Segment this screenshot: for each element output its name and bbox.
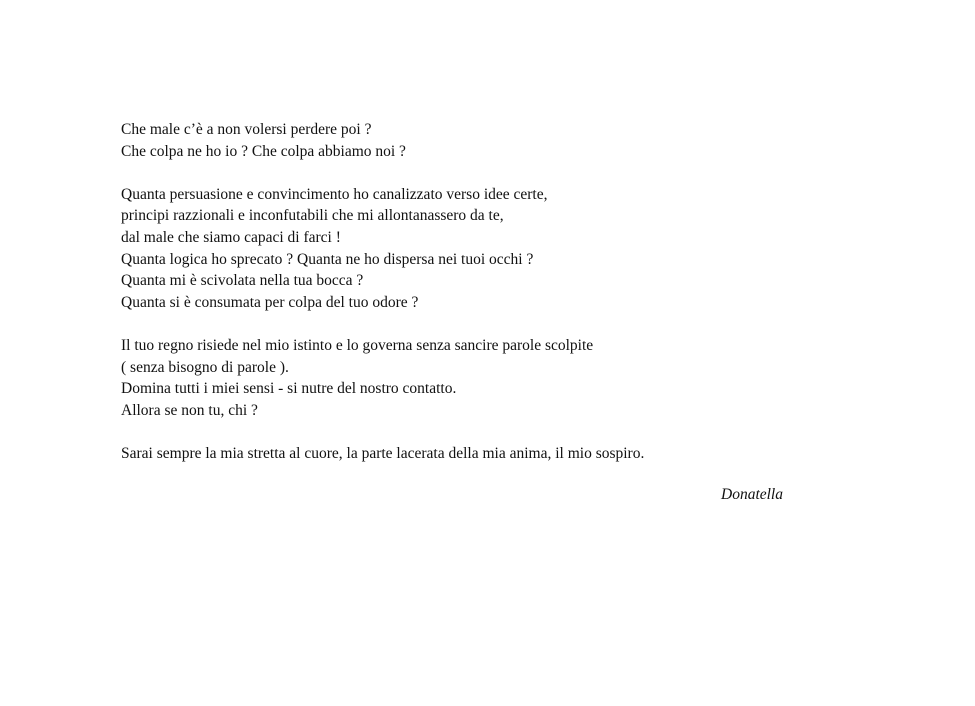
poem-body xyxy=(121,119,821,465)
poem-line: Allora se non tu, chi ? xyxy=(121,401,258,419)
poem-line: Sarai sempre la mia stretta al cuore, la parte lacerata della mia anima, il mio sospiro. xyxy=(121,444,645,462)
poem-line: Quanta persuasione e convincimento ho canalizzato verso idee certe, xyxy=(121,185,548,203)
poem-line: ( senza bisogno di parole ). xyxy=(121,358,289,376)
stanza-2 xyxy=(121,184,821,314)
poem-line: Che male c’è a non volersi perdere poi ? xyxy=(121,121,372,138)
stanza-4 xyxy=(121,443,821,465)
poem-line: Quanta logica ho sprecato ? Quanta ne ho dispersa nei tuoi occhi ? xyxy=(121,250,534,268)
stanza-1 xyxy=(121,119,821,162)
poem-line: principi razzionali e inconfutabili che mi allontanassero da te, xyxy=(121,207,504,225)
stanza-3 xyxy=(121,335,821,421)
poem-line: Che colpa ne ho io ? Che colpa abbiamo noi ? xyxy=(121,142,406,160)
signature: Donatella xyxy=(721,486,783,503)
poem-line: Domina tutti i miei sensi - si nutre del nostro contatto. xyxy=(121,380,457,398)
poem-line: Il tuo regno risiede nel mio istinto e lo governa senza sancire parole scolpite xyxy=(121,336,594,354)
poem-line: Quanta mi è scivolata nella tua bocca ? xyxy=(121,272,364,290)
poem-line: dal male che siamo capaci di farci ! xyxy=(121,228,341,246)
poem-line: Quanta si è consumata per colpa del tuo odore ? xyxy=(121,293,419,311)
